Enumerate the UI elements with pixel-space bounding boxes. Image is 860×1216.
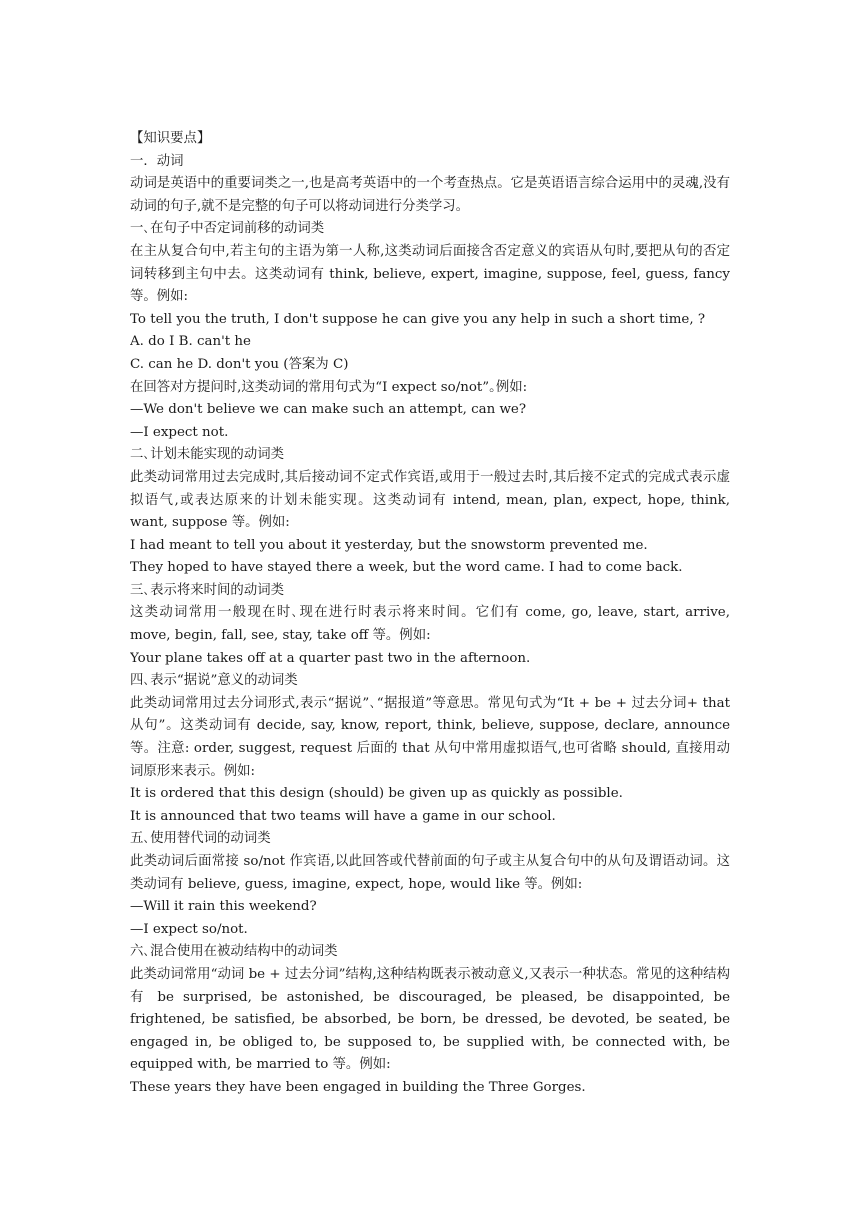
example-sentence: It is announced that two teams will have a game in our school. xyxy=(130,808,556,824)
example-sentence: To tell you the truth, I don't suppose he can give you any help in such a short time, ? xyxy=(130,311,706,327)
paragraph: 在回答对方提问时,这类动词的常用句式为“I expect so/not”｡例如: xyxy=(130,379,528,395)
section-heading: 一．动词 xyxy=(130,153,184,169)
document-body xyxy=(130,128,730,1100)
subsection-heading: 四､表示“据说”意义的动词类 xyxy=(130,673,298,689)
subsection-heading: 五､使用替代词的动词类 xyxy=(130,831,271,847)
paragraph: 在主从复合句中,若主句的主语为第一人称,这类动词后面接含否定意义的宾语从句时,要把从句的否定词转移到主句中去。这类动词有 think, believe, expert, imagine, suppose, feel, guess, fancy 等。例如: xyxy=(130,243,730,305)
example-sentence: I had meant to tell you about it yesterday, but the snowstorm prevented me. xyxy=(130,537,648,553)
section-heading: 【知识要点】 xyxy=(130,131,211,146)
paragraph: 动词是英语中的重要词类之一,也是高考英语中的一个考查热点。它是英语语言综合运用中的灵魂,没有动词的句子,就不是完整的句子可以将动词进行分类学习。 xyxy=(130,176,730,214)
answer-option: A. do I B. can't he xyxy=(130,334,251,350)
paragraph: 这类动词常用一般现在时､现在进行时表示将来时间。它们有 come, go, leave, start, arrive, move, begin, fall, see, stay, take off 等。例如: xyxy=(130,605,730,644)
subsection-heading: 一､在句子中否定词前移的动词类 xyxy=(130,221,325,237)
paragraph: 此类动词常用过去完成时,其后接动词不定式作宾语,或用于一般过去时,其后接不定式的完成式表示虚拟语气,或表达原来的计划未能实现。这类动词有 intend, mean, plan, expect, hope, think, want, suppose 等。例如: xyxy=(130,469,730,531)
paragraph: 此类动词常用“动词 be + 过去分词”结构,这种结构既表示被动意义,又表示一种状态。常见的这种结构有 be surprised, be astonished, be discouraged, be pleased, be disappointed, be frightened, be satisfied, be absorbed, be born, be dressed, be devoted, be seated, be engaged in, be obliged to, be supposed to, be supplied with, be connected with, be equipped with, be married to 等。例如: xyxy=(130,966,730,1073)
answer-option: C. can he D. don't you (答案为 C) xyxy=(130,356,349,372)
subsection-heading: 六､混合使用在被动结构中的动词类 xyxy=(130,944,338,960)
subsection-heading: 三､表示将来时间的动词类 xyxy=(130,582,284,598)
paragraph: 此类动词后面常接 so/not 作宾语,以此回答或代替前面的句子或主从复合句中的从句及谓语动词。这类动词有 believe, guess, imagine, expect, hope, would like 等。例如: xyxy=(130,854,730,892)
subsection-heading: 二､计划未能实现的动词类 xyxy=(130,447,284,463)
example-sentence: —Will it rain this weekend? xyxy=(130,899,317,915)
example-sentence: Your plane takes off at a quarter past two in the afternoon. xyxy=(130,650,531,666)
example-sentence: —We don't believe we can make such an attempt, can we? xyxy=(130,402,527,418)
example-sentence: —I expect not. xyxy=(130,424,229,440)
paragraph: 此类动词常用过去分词形式,表示“据说”､“据报道”等意思。常见句式为“It + be + 过去分词+ that 从句”。这类动词有 decide, say, know, report, think, believe, suppose, declare, announce 等。注意: order, suggest, request 后面的 that 从句中常用虚拟语气,也可省略 should, 直接用动词原形来表示。例如: xyxy=(130,695,730,779)
example-sentence: They hoped to have stayed there a week, but the word came. I had to come back. xyxy=(130,560,683,576)
example-sentence: It is ordered that this design (should) be given up as quickly as possible. xyxy=(130,786,623,802)
example-sentence: These years they have been engaged in building the Three Gorges. xyxy=(130,1079,586,1095)
example-sentence: —I expect so/not. xyxy=(130,921,248,937)
